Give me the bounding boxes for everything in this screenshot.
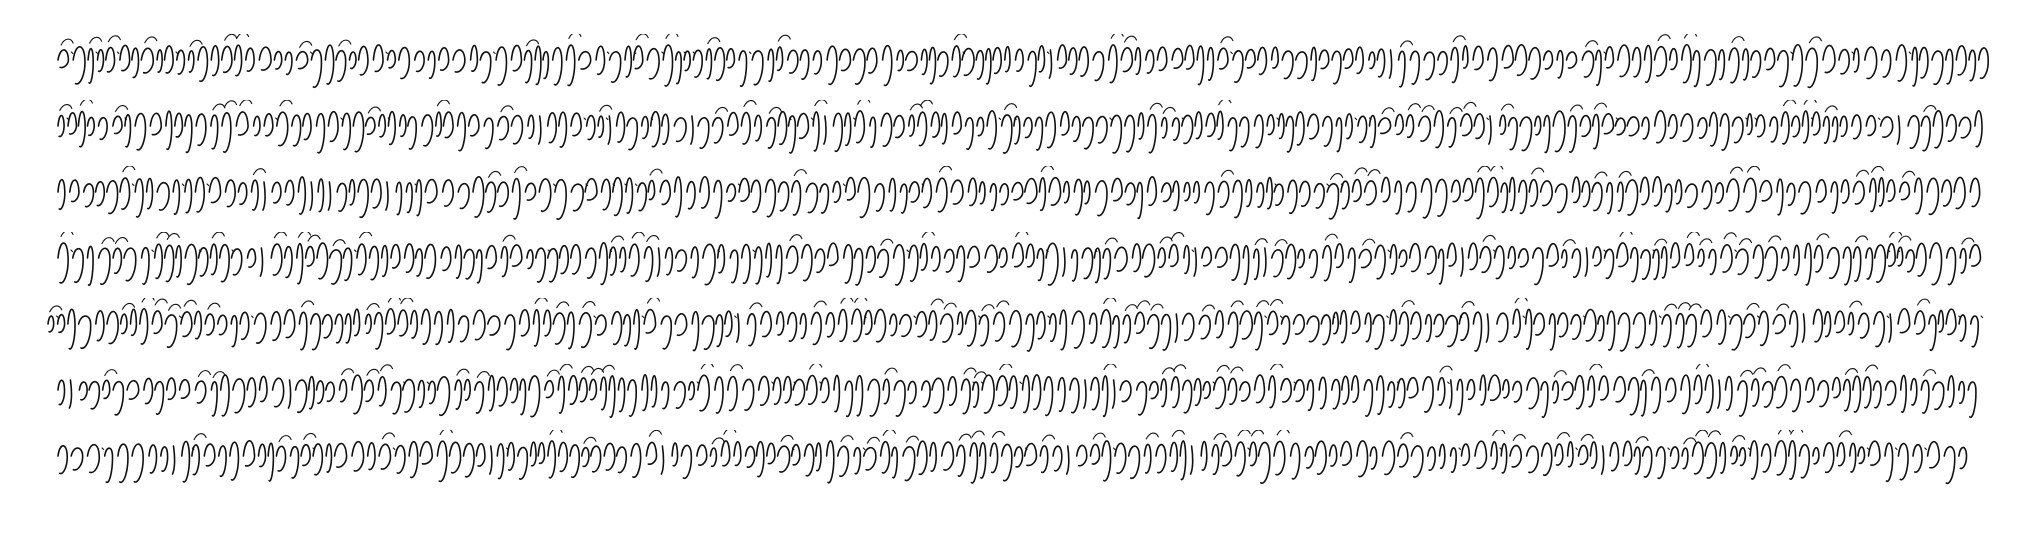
script-line-strokes xyxy=(40,364,1990,422)
script-line-strokes xyxy=(40,100,1990,158)
script-line-strokes xyxy=(40,166,1990,224)
script-line-strokes xyxy=(40,232,1990,290)
script-stroke xyxy=(58,111,1982,153)
script-stroke xyxy=(58,243,1980,285)
manuscript-text-block xyxy=(40,34,1990,514)
script-stroke xyxy=(58,375,1976,417)
script-line xyxy=(40,34,1990,92)
script-stroke xyxy=(58,441,1966,484)
script-stroke xyxy=(58,45,1988,88)
script-line xyxy=(40,364,1990,422)
script-line xyxy=(40,430,1990,488)
script-line-strokes xyxy=(40,298,1990,356)
script-line xyxy=(40,298,1990,356)
script-marks xyxy=(102,430,1926,450)
script-line-strokes xyxy=(40,430,1990,488)
script-marks xyxy=(60,100,1936,120)
script-marks xyxy=(61,34,1990,54)
script-line xyxy=(40,100,1990,158)
script-line xyxy=(40,166,1990,224)
script-stroke xyxy=(58,177,1980,219)
script-line xyxy=(40,232,1990,290)
script-stroke xyxy=(48,309,1978,351)
script-line-strokes xyxy=(40,34,1990,92)
